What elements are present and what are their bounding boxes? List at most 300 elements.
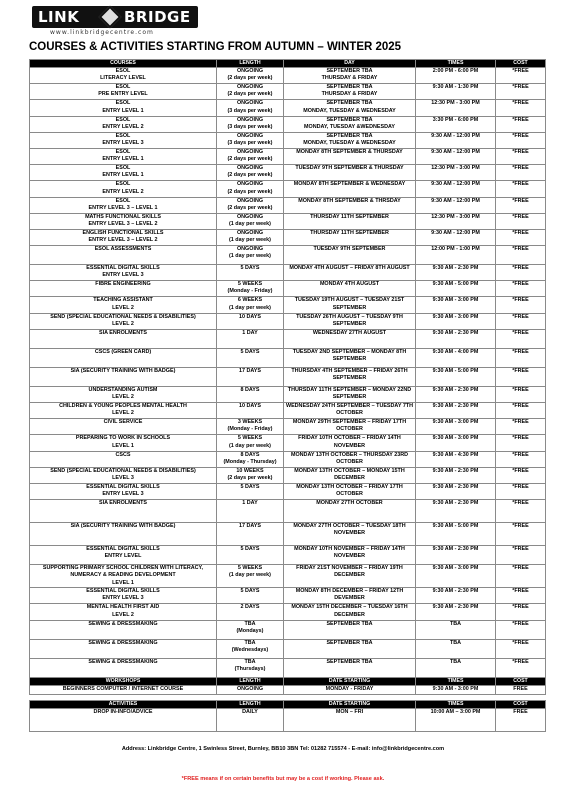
course-times: 2:00 PM - 6:00 PM	[416, 68, 496, 84]
workshop-name: BEGINNERS COMPUTER / INTERNET COURSE	[30, 685, 217, 694]
course-times: 9:30 AM - 4:30 PM	[416, 451, 496, 467]
course-times: 9:30 AM - 12:00 PM	[416, 132, 496, 148]
course-length-line: (Mondays)	[236, 627, 264, 634]
course-day-line: MONDAY 4TH AUGUST	[319, 281, 380, 288]
course-times: 9:30 AM - 12:00 PM	[416, 181, 496, 197]
table-row	[30, 588, 546, 604]
course-cost: *FREE	[496, 546, 546, 565]
course-day	[284, 229, 416, 245]
course-name-line: ESOL	[115, 165, 131, 172]
course-cost: *FREE	[496, 658, 546, 677]
course-name-line: SEND (SPECIAL EDUCATIONAL NEEDS & DISABILITIES)	[50, 313, 196, 320]
course-cost: *FREE	[496, 588, 546, 604]
course-name	[30, 165, 217, 181]
course-day-line: SEPTEMBER TBA	[326, 620, 373, 627]
course-times: 9:30 AM - 1:30 PM	[416, 84, 496, 100]
course-times: 9:30 AM - 2:30 PM	[416, 500, 496, 523]
course-day	[284, 181, 416, 197]
course-name	[30, 419, 217, 435]
course-day-line: MONDAY, TUESDAY & WEDNESDAY	[303, 107, 396, 114]
table-row	[30, 84, 546, 100]
course-length	[217, 546, 284, 565]
course-day	[284, 281, 416, 297]
course-name-line: ESSENTIAL DIGITAL SKILLS	[86, 483, 160, 490]
course-day-line: OCTOBER	[336, 491, 363, 498]
course-name	[30, 348, 217, 367]
course-length-line: ONGOING	[236, 132, 264, 139]
course-cost: *FREE	[496, 403, 546, 419]
course-name-line: SEND (SPECIAL EDUCATIONAL NEEDS & DISABILITIES)	[50, 467, 196, 474]
course-name	[30, 84, 217, 100]
course-length-line: (2 days per week)	[227, 156, 273, 163]
course-name	[30, 367, 217, 386]
course-length	[217, 213, 284, 229]
course-day-line: MONDAY 8TH DECEMBER – FRIDAY 12TH	[295, 588, 404, 595]
course-length	[217, 313, 284, 329]
course-length-line: (2 days per week)	[227, 75, 273, 82]
course-name-line: MENTAL HEALTH FIRST AID	[86, 604, 160, 611]
course-name-line: ENTRY LEVEL 1	[102, 107, 144, 114]
course-day-line: DEVEMBER	[334, 595, 365, 602]
course-times: 9:30 AM - 2:30 PM	[416, 265, 496, 281]
course-length-line: (1 day per week)	[229, 304, 271, 311]
table-row	[30, 148, 546, 164]
course-day	[284, 419, 416, 435]
course-day-line: THURSDAY 11TH SEPTEMBER	[310, 229, 389, 236]
course-cost: *FREE	[496, 620, 546, 639]
course-name-line: ESOL	[115, 116, 131, 123]
course-name-line: ENTRY LEVEL 3	[102, 272, 144, 279]
course-name	[30, 588, 217, 604]
course-length-line: 17 DAYS	[239, 523, 261, 530]
course-day-line: MONDAY, TUESDAY &WEDNESDAY	[304, 123, 395, 130]
course-length	[217, 403, 284, 419]
course-name	[30, 523, 217, 546]
course-day-line: MONDAY 8TH SEPTEMBER & WEDNESDAY	[293, 181, 406, 188]
table-row	[30, 419, 546, 435]
course-name	[30, 313, 217, 329]
table-row	[30, 329, 546, 348]
course-cost: *FREE	[496, 100, 546, 116]
course-name	[30, 546, 217, 565]
course-times: 9:30 AM - 12:00 PM	[416, 229, 496, 245]
linkbridge-logo	[32, 6, 198, 36]
header-workshops-length: LENGTH	[217, 677, 284, 685]
course-name-line: ESOL	[115, 100, 131, 107]
course-name-line: PREPARING TO WORK IN SCHOOLS	[75, 435, 171, 442]
table-row	[30, 100, 546, 116]
course-cost: *FREE	[496, 348, 546, 367]
course-times: 9:30 AM - 5:00 PM	[416, 281, 496, 297]
course-day-line: SEPTEMBER TBA	[326, 100, 373, 107]
course-day-line: OCTOBER	[336, 410, 363, 417]
course-day-line: NOVEMBER	[333, 553, 366, 560]
course-day	[284, 620, 416, 639]
header-cost: COST	[496, 60, 546, 68]
course-day	[284, 367, 416, 386]
course-times: 9:30 AM - 5:00 PM	[416, 367, 496, 386]
course-day-line: THURSDAY 11TH SEPTEMBER – MONDAY 22ND	[287, 386, 412, 393]
course-times: 9:30 AM - 2:30 PM	[416, 467, 496, 483]
footer-note: *FREE means if on certain benefits but may be a cost if working. Please ask.	[181, 776, 385, 782]
course-cost: *FREE	[496, 197, 546, 213]
course-name-line: MATHS FUNCTIONAL SKILLS	[85, 213, 161, 220]
course-name	[30, 329, 217, 348]
course-cost: *FREE	[496, 329, 546, 348]
course-name-line: ENTRY LEVEL 3	[102, 139, 144, 146]
course-length	[217, 451, 284, 467]
workshop-times: 9:30 AM - 3:00 PM	[416, 685, 496, 694]
course-name-line: ENTRY LEVEL 3	[102, 595, 144, 602]
course-name	[30, 246, 217, 265]
workshop-cost: FREE	[496, 685, 546, 694]
course-name-line: ENTRY LEVEL 3 – LEVEL 2	[88, 237, 158, 244]
course-length-line: 5 WEEKS	[237, 281, 263, 288]
course-length-line: ONGOING	[236, 116, 264, 123]
course-name-line: SIA (SECURITY TRAINING WITH BADGE)	[70, 367, 176, 374]
course-times: 9:30 AM - 2:30 PM	[416, 546, 496, 565]
course-name-line: ENTRY LEVEL 3	[102, 491, 144, 498]
header-workshops-cost: COST	[496, 677, 546, 685]
course-times: 9:30 AM - 2:30 PM	[416, 588, 496, 604]
course-length-line: (2 days per week)	[227, 91, 273, 98]
course-length	[217, 658, 284, 677]
course-times: 9:30 AM - 3:00 PM	[416, 565, 496, 588]
course-name-line: SEWING & DRESSMAKING	[88, 620, 158, 627]
course-length-line: 2 DAYS	[240, 604, 260, 611]
course-name	[30, 467, 217, 483]
course-day-line: MONDAY 13TH OCTOBER – FRIDAY 17TH	[296, 483, 403, 490]
course-cost: *FREE	[496, 467, 546, 483]
course-day	[284, 297, 416, 313]
course-day	[284, 246, 416, 265]
course-length	[217, 68, 284, 84]
course-length-line: TBA	[244, 658, 256, 665]
course-cost: *FREE	[496, 84, 546, 100]
course-length	[217, 435, 284, 451]
course-cost: *FREE	[496, 68, 546, 84]
header-courses: COURSES	[30, 60, 217, 68]
course-cost: *FREE	[496, 313, 546, 329]
course-length-line: 8 DAYS	[240, 451, 260, 458]
table-row	[30, 197, 546, 213]
table-row	[30, 658, 546, 677]
course-length	[217, 523, 284, 546]
course-day-line: MONDAY 27TH OCTOBER	[316, 500, 383, 507]
course-length-line: (2 days per week)	[227, 188, 273, 195]
course-length	[217, 197, 284, 213]
course-name-line: LEVEL 3	[112, 474, 134, 481]
course-length-line: ONGOING	[236, 68, 264, 74]
table-row	[30, 708, 546, 731]
course-name-line: SIA (SECURITY TRAINING WITH BADGE)	[70, 523, 176, 530]
course-cost: *FREE	[496, 523, 546, 546]
page-title: COURSES & ACTIVITIES STARTING FROM AUTUMN – WINTER 2025	[29, 41, 402, 53]
course-length	[217, 604, 284, 620]
course-name-line: ENTRY LEVEL 2	[102, 188, 144, 195]
course-name	[30, 100, 217, 116]
course-day-line: MONDAY 15TH DECEMBER – TUESDAY 16TH	[291, 604, 408, 611]
course-day	[284, 197, 416, 213]
course-name-line: FIBRE ENGINEERING	[95, 281, 151, 288]
course-length-line: 5 DAYS	[240, 546, 260, 553]
course-length	[217, 620, 284, 639]
course-length-line: (Monday - Friday)	[227, 426, 273, 433]
header-activities: ACTIVITIES	[30, 700, 217, 708]
course-length-line: (1 day per week)	[229, 220, 271, 227]
header-activities-length: LENGTH	[217, 700, 284, 708]
table-row	[30, 281, 546, 297]
course-name	[30, 229, 217, 245]
course-day	[284, 565, 416, 588]
course-length-line: 5 WEEKS	[237, 565, 263, 572]
course-name-line: ESSENTIAL DIGITAL SKILLS	[86, 265, 160, 272]
course-times: 9:30 AM - 12:00 PM	[416, 148, 496, 164]
course-length	[217, 329, 284, 348]
course-length	[217, 246, 284, 265]
course-cost: *FREE	[496, 500, 546, 523]
course-name-line: ESOL ASSESSMENTS	[94, 246, 152, 253]
course-day-line: MONDAY, TUESDAY & WEDNESDAY	[303, 139, 396, 146]
table-row	[30, 467, 546, 483]
course-day	[284, 451, 416, 467]
course-times: 9:30 AM - 4:00 PM	[416, 348, 496, 367]
header-activities-times: TIMES	[416, 700, 496, 708]
course-day-line: MONDAY 10TH NOVEMBER – FRIDAY 14TH	[294, 546, 405, 553]
course-name	[30, 265, 217, 281]
courses-header-row	[30, 60, 546, 68]
course-times: 3:30 PM - 6:00 PM	[416, 116, 496, 132]
course-length-line: 10 WEEKS	[236, 467, 264, 474]
course-cost: *FREE	[496, 565, 546, 588]
course-times: 9:30 AM - 3:00 PM	[416, 435, 496, 451]
course-day	[284, 403, 416, 419]
course-day-line: DECEMBER	[334, 572, 365, 579]
course-day-line: MONDAY 8TH SEPTEMBER & THRSDAY	[298, 197, 401, 204]
table-row	[30, 435, 546, 451]
workshop-date: MONDAY - FRIDAY	[284, 685, 416, 694]
course-cost: *FREE	[496, 229, 546, 245]
header-day: DAY	[284, 60, 416, 68]
course-cost: *FREE	[496, 132, 546, 148]
table-row	[30, 620, 546, 639]
table-row	[30, 546, 546, 565]
course-length	[217, 84, 284, 100]
course-day	[284, 604, 416, 620]
table-row	[30, 229, 546, 245]
course-name-line: ENTRY LEVEL 1	[102, 156, 144, 163]
table-row	[30, 68, 546, 84]
course-day-line: NOVEMBER	[333, 442, 366, 449]
course-day-line: WEDNESDAY 27TH AUGUST	[312, 329, 387, 336]
course-length	[217, 148, 284, 164]
table-row	[30, 181, 546, 197]
course-day-line: TUESDAY 2ND SEPTEMBER – MONDAY 8TH	[292, 348, 407, 355]
logo-text-link: LINK	[38, 8, 80, 26]
course-day-line: THURSDAY & FRIDAY	[321, 91, 378, 98]
course-day	[284, 132, 416, 148]
course-day	[284, 500, 416, 523]
course-name-line: ESSENTIAL DIGITAL SKILLS	[86, 588, 160, 595]
course-length-line: (2 days per week)	[227, 172, 273, 179]
course-name-line: ENTRY LEVEL 2	[102, 123, 144, 130]
course-length-line: 1 DAY	[242, 500, 258, 507]
course-length-line: (1 day per week)	[229, 572, 271, 579]
course-day	[284, 213, 416, 229]
header-workshops-date: DATE STARTING	[284, 677, 416, 685]
course-day-line: SEPTEMBER	[332, 394, 367, 401]
course-day	[284, 148, 416, 164]
course-times: TBA	[416, 639, 496, 658]
course-day	[284, 435, 416, 451]
course-length	[217, 297, 284, 313]
course-length-line: 1 DAY	[242, 329, 258, 336]
course-day	[284, 165, 416, 181]
course-cost: *FREE	[496, 451, 546, 467]
table-row	[30, 639, 546, 658]
course-times: 12:00 PM - 1:00 PM	[416, 246, 496, 265]
header-activities-date: DATE STARTING	[284, 700, 416, 708]
course-cost: *FREE	[496, 435, 546, 451]
course-day-line: THURSDAY 11TH SEPTEMBER	[310, 213, 389, 220]
course-name	[30, 451, 217, 467]
course-length-line: ONGOING	[236, 181, 264, 188]
table-row	[30, 132, 546, 148]
activity-date: MON – FRI	[284, 708, 416, 731]
course-name	[30, 68, 217, 84]
header-length: LENGTH	[217, 60, 284, 68]
course-times: 9:30 AM - 2:30 PM	[416, 386, 496, 402]
course-day-line: THURSDAY & FRIDAY	[321, 75, 378, 82]
course-name-line: CHILDREN & YOUNG PEOPLES MENTAL HEALTH	[59, 403, 187, 409]
course-cost: *FREE	[496, 639, 546, 658]
course-day-line: SEPTEMBER TBA	[326, 84, 373, 91]
course-length-line: (1 day per week)	[229, 237, 271, 244]
course-cost: *FREE	[496, 148, 546, 164]
table-row	[30, 246, 546, 265]
course-name	[30, 500, 217, 523]
course-name-line: CSCS	[115, 451, 131, 458]
header-workshops-times: TIMES	[416, 677, 496, 685]
course-times: 9:30 AM - 3:00 PM	[416, 419, 496, 435]
course-length-line: (3 days per week)	[227, 139, 273, 146]
course-day-line: DECEMBER	[334, 474, 365, 481]
course-name-line: ESOL	[115, 132, 131, 139]
course-length	[217, 265, 284, 281]
header-workshops: WORKSHOPS	[30, 677, 217, 685]
course-name-line: LEVEL 2	[112, 304, 134, 311]
course-name-line: SIA ENROLMENTS	[98, 500, 148, 507]
course-length	[217, 386, 284, 402]
course-name-line: LEVEL 2	[112, 611, 134, 618]
course-length-line: 8 DAYS	[240, 386, 260, 393]
course-cost: *FREE	[496, 483, 546, 499]
course-length-line: ONGOING	[236, 148, 264, 155]
course-day	[284, 348, 416, 367]
course-cost: *FREE	[496, 116, 546, 132]
table-row	[30, 403, 546, 419]
course-name-line: LEVEL 1	[112, 579, 134, 586]
course-cost: *FREE	[496, 265, 546, 281]
table-row	[30, 348, 546, 367]
logo-url: www.linkbridgecentre.com	[50, 29, 154, 36]
course-length	[217, 165, 284, 181]
course-name-line: NUMERACY & READING DEVELOPMENT	[70, 572, 176, 579]
table-row	[30, 386, 546, 402]
course-name-line: ESOL	[115, 181, 131, 188]
course-day-line: WEDNESDAY 24TH SEPTEMBER – TUESDAY 7TH	[285, 403, 413, 409]
course-length-line: (1 day per week)	[229, 442, 271, 449]
course-name-line: UNDERSTANDING AUTISM	[88, 386, 158, 393]
course-length-line: 10 DAYS	[239, 313, 261, 320]
course-length	[217, 281, 284, 297]
course-name-line: ESOL	[115, 148, 131, 155]
course-length-line: (Wednesdays)	[231, 646, 269, 653]
table-row	[30, 165, 546, 181]
course-length-line: 5 DAYS	[240, 588, 260, 595]
course-day-line: SEPTEMBER TBA	[326, 68, 373, 74]
course-length-line: ONGOING	[236, 229, 264, 236]
course-times: 9:30 AM - 5:00 PM	[416, 523, 496, 546]
course-length-line: (Thursdays)	[234, 665, 266, 672]
course-name-line: ENGLISH FUNCTIONAL SKILLS	[82, 229, 164, 236]
course-day	[284, 84, 416, 100]
course-length-line: ONGOING	[236, 165, 264, 172]
course-name-line: LEVEL 1	[112, 442, 134, 449]
course-length	[217, 367, 284, 386]
course-name	[30, 148, 217, 164]
course-day	[284, 116, 416, 132]
course-day	[284, 658, 416, 677]
course-length	[217, 565, 284, 588]
activities-section	[30, 700, 546, 731]
course-times: 12:30 PM - 3:00 PM	[416, 213, 496, 229]
header-times: TIMES	[416, 60, 496, 68]
course-times: 9:30 AM - 3:00 PM	[416, 313, 496, 329]
course-length-line: (1 day per week)	[229, 253, 271, 260]
course-length-line: (Monday - Thursday)	[223, 458, 277, 465]
course-day-line: SEPTEMBER TBA	[326, 132, 373, 139]
course-length-line: 5 DAYS	[240, 265, 260, 272]
course-cost: *FREE	[496, 367, 546, 386]
course-name	[30, 297, 217, 313]
course-day-line: FRIDAY 10TH OCTOBER – FRIDAY 14TH	[298, 435, 401, 442]
table-row	[30, 297, 546, 313]
course-name	[30, 181, 217, 197]
course-day	[284, 265, 416, 281]
course-length-line: ONGOING	[236, 84, 264, 91]
course-length	[217, 483, 284, 499]
course-length	[217, 229, 284, 245]
table-row	[30, 313, 546, 329]
course-day	[284, 313, 416, 329]
course-name-line: ENTRY LEVEL 3 – LEVEL 2	[88, 220, 158, 227]
course-day	[284, 386, 416, 402]
course-length-line: 5 WEEKS	[237, 435, 263, 442]
course-length-line: (2 days per week)	[227, 204, 273, 211]
logo-text-bridge: BRIDGE	[124, 8, 191, 26]
course-name-line: LEVEL 2	[112, 410, 134, 417]
table-row	[30, 500, 546, 523]
course-length	[217, 500, 284, 523]
course-day-line: DECEMBER	[334, 611, 365, 618]
course-day-line: OCTOBER	[336, 426, 363, 433]
workshops-header-row	[30, 677, 546, 685]
table-row	[30, 685, 546, 694]
course-day-line: SEPTEMBER	[332, 304, 367, 311]
course-times: 9:30 AM - 3:00 PM	[416, 297, 496, 313]
course-day-line: SEPTEMBER	[332, 320, 367, 327]
